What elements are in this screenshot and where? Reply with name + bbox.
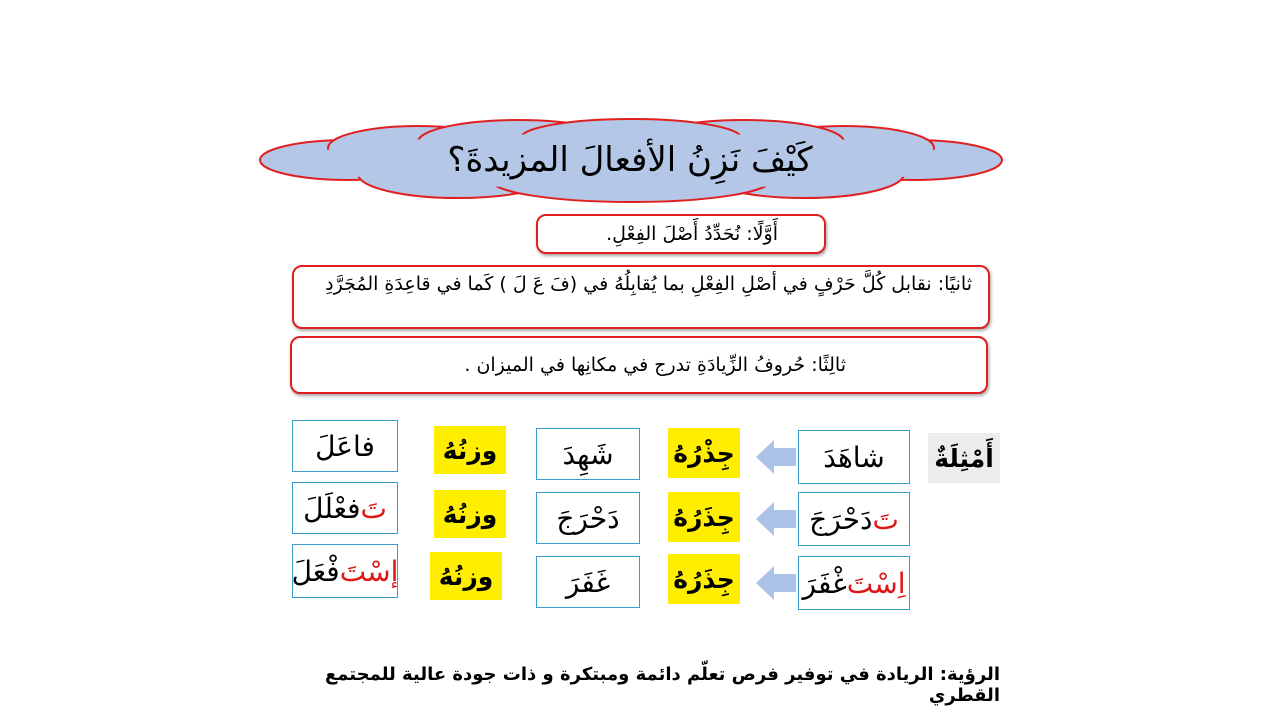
example-verb-1 — [798, 430, 910, 484]
verb-added-letters: تَ — [872, 502, 899, 536]
example-verb-3 — [798, 556, 910, 610]
weight-rest: فعْلَلَ — [303, 491, 361, 525]
page-title: كَيْفَ نَزِنُ الأفعالَ المزيدةَ؟ — [447, 140, 813, 180]
arrow-left-icon — [756, 502, 796, 536]
example-weight-3 — [292, 544, 398, 598]
verb-rest: دَحْرَجَ — [809, 502, 873, 536]
verb-rest: هَدَ — [823, 440, 853, 474]
example-verb-2 — [798, 492, 910, 546]
weight-added-letters: تَ — [360, 491, 387, 525]
weight-added-letters: إسْتَ — [339, 554, 399, 588]
verb-prefix: شا — [852, 440, 885, 474]
example-root-1: شَهِدَ — [536, 428, 640, 480]
examples-label: أَمْثِلَةٌ — [928, 433, 1000, 483]
weight-label-1: وزنُهُ — [434, 426, 506, 474]
weight-label-3: وزنُهُ — [430, 552, 502, 600]
step-second-text: ثانيًا: نقابل كُلَّ حَرْفٍ في أصْلِ الفِعْلِ بما يُقابِلُهُ في (فَ عَ لَ ) كَما في قاعِدَةِ المُجَرَّدِ — [325, 273, 972, 295]
step-first-box — [536, 214, 826, 254]
weight-prefix: فا — [353, 429, 375, 463]
example-weight-2 — [292, 482, 398, 534]
vision-statement: الرؤية: الريادة في توفير فرص تعلّم دائمة ومبتكرة و ذات جودة عالية للمجتمع القطري — [324, 664, 1000, 706]
example-root-2: دَحْرَجَ — [536, 492, 640, 544]
weight-rest: فْعَلَ — [291, 554, 340, 588]
arrow-left-icon — [756, 566, 796, 600]
step-third-box — [290, 336, 988, 394]
verb-rest: غْفَرَ — [802, 566, 847, 600]
root-label-3: جِذَرُهُ — [668, 554, 740, 604]
arrow-left-icon — [756, 440, 796, 474]
root-label-1: جِذْرُهُ — [668, 428, 740, 478]
example-root-3: غَفَرَ — [536, 556, 640, 608]
weight-rest: عَلَ — [315, 429, 353, 463]
step-first-text: أَوَّلًا: نُحَدِّدُ أَصْلَ الفِعْلِ. — [606, 223, 778, 245]
step-second-box — [292, 265, 990, 329]
root-label-2: جِذَرُهُ — [668, 492, 740, 542]
weight-label-2: وزنُهُ — [434, 490, 506, 538]
example-weight-1 — [292, 420, 398, 472]
verb-added-letters: اِسْتَ — [846, 566, 906, 600]
step-third-text: ثالِثًا: حُروفُ الزِّيادَةِ تدرج في مكانِها في الميزان . — [464, 354, 846, 376]
